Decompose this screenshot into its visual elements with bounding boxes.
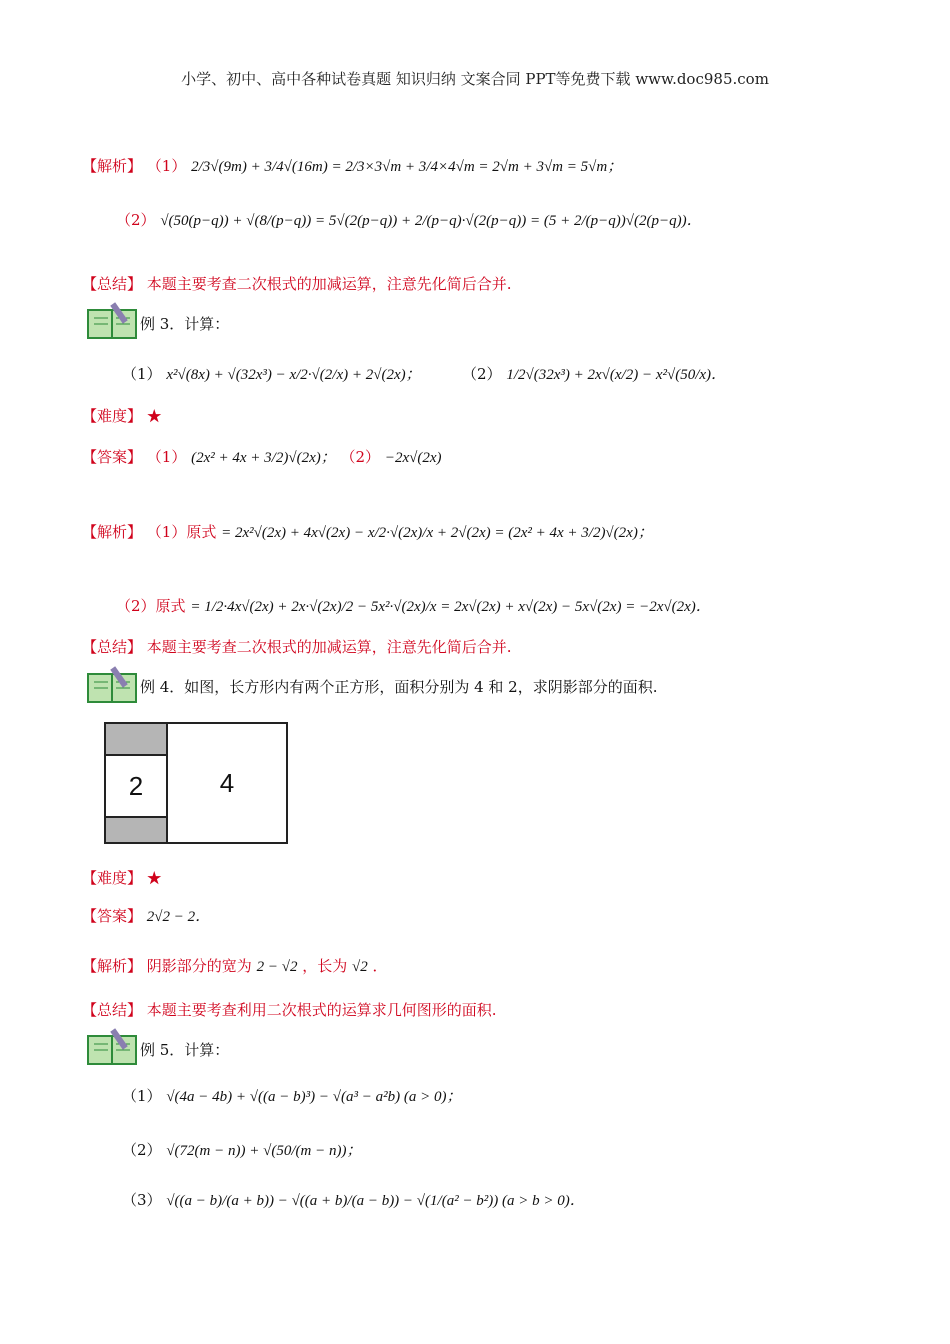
summary-ex3 [82, 637, 512, 657]
jiexi-ex4 [82, 956, 388, 977]
part-label: （2）原式 [116, 597, 186, 615]
big-square-label: 4 [219, 767, 235, 798]
math-expression: = 2x²√(2x) + 4x√(2x) − x/2·√(2x)/x + 2√(2x) = (2x² + 4x + 3/2)√(2x)； [221, 525, 653, 541]
jiexi-text: ． [372, 957, 388, 975]
book-icon [86, 666, 138, 704]
zongjie-tag: 【总结】 [82, 275, 143, 293]
jiexi-ex3-1 [82, 522, 653, 543]
example-4-title: 例 4．如图，长方形内有两个正方形，面积分别为 4 和 2，求阴影部分的面积. [140, 678, 658, 696]
jiexi-tag: 【解析】 [82, 157, 143, 175]
daan-tag: 【答案】 [82, 907, 143, 925]
jiexi-text: ，长为 [302, 957, 348, 975]
part-label: （2） [340, 448, 381, 466]
part-label: （1） [122, 365, 162, 383]
small-square-label: 2 [128, 770, 144, 801]
part-label: （1） [146, 157, 187, 175]
rectangle-diagram [104, 722, 288, 844]
math-expression: 2/3√(9m) + 3/4√(16m) = 2/3×3√m + 3/4×4√m = 2√m + 3√m = 5√m； [191, 159, 623, 175]
jiexi-text: 阴影部分的宽为 [146, 957, 252, 975]
answer-ex4 [82, 906, 210, 927]
summary-ex4 [82, 1000, 497, 1020]
part-label: （1） [146, 448, 187, 466]
star-icon: ★ [146, 407, 162, 425]
math-expression: 2 − √2 [256, 959, 298, 975]
ex3-question-1 [122, 364, 421, 385]
math-expression: x²√(8x) + √(32x³) − x/2·√(2/x) + 2√(2x)； [166, 367, 421, 383]
ex5-question-2 [122, 1140, 361, 1161]
math-expression: −2x√(2x) [384, 450, 442, 466]
zongjie-tag: 【总结】 [82, 638, 143, 656]
part-label: （1）原式 [146, 523, 217, 541]
math-expression: = 1/2·4x√(2x) + 2x·√(2x)/2 − 5x²·√(2x)/x = 2x√(2x) + x√(2x) − 5x√(2x) = −2x√(2x)． [190, 599, 711, 615]
jiexi-line-1 [82, 156, 622, 177]
math-expression: √(50(p−q)) + √(8/(p−q)) = 5√(2(p−q)) + 2/(p−q)·√(2(p−q)) = (5 + 2/(p−q))√(2(p−q))． [160, 213, 702, 229]
big-square [166, 722, 288, 844]
nandu-tag: 【难度】 [82, 869, 143, 887]
summary-text: 本题主要考查二次根式的加减运算，注意先化简后合并. [146, 638, 512, 656]
nandu-tag: 【难度】 [82, 407, 143, 425]
math-expression: √(4a − 4b) + √((a − b)³) − √(a³ − a²b) (a > 0)； [166, 1089, 462, 1105]
summary-text: 本题主要考查利用二次根式的运算求几何图形的面积. [146, 1001, 497, 1019]
example-5-title: 例 5．计算： [140, 1041, 230, 1059]
jiexi-tag: 【解析】 [82, 523, 143, 541]
book-icon [86, 1028, 138, 1066]
jiexi-ex3-2 [116, 596, 711, 617]
math-expression: √((a − b)/(a + b)) − √((a + b)/(a − b)) − √(1/(a² − b²)) (a > b > 0)． [166, 1193, 585, 1209]
jiexi-line-2 [116, 210, 702, 231]
shaded-region-bottom [104, 816, 168, 844]
page-header: 小学、初中、高中各种试卷真题 知识归纳 文案合同 PPT等免费下载 www.doc985.com [181, 70, 769, 88]
math-expression: √2 [352, 959, 368, 975]
math-expression: 1/2√(32x³) + 2x√(x/2) − x²√(50/x)． [506, 367, 727, 383]
math-expression: √(72(m − n)) + √(50/(m − n))； [166, 1143, 362, 1159]
shaded-region-top [104, 722, 168, 756]
summary-text: 本题主要考查二次根式的加减运算，注意先化简后合并. [146, 275, 512, 293]
part-label: （1） [122, 1087, 162, 1105]
math-expression: (2x² + 4x + 3/2)√(2x)； [191, 450, 336, 466]
part-label: （2） [462, 365, 502, 383]
ex5-question-3 [122, 1190, 585, 1211]
ex3-question-2 [462, 364, 726, 385]
summary-ex2 [82, 274, 512, 294]
ex5-question-1 [122, 1086, 461, 1107]
zongjie-tag: 【总结】 [82, 1001, 143, 1019]
jiexi-tag: 【解析】 [82, 957, 143, 975]
part-label: （3） [122, 1191, 162, 1209]
part-label: （2） [116, 211, 156, 229]
example-3-title: 例 3．计算： [140, 315, 230, 333]
small-square [104, 754, 168, 818]
difficulty-ex3 [82, 406, 162, 426]
star-icon: ★ [146, 869, 162, 887]
math-expression: 2√2 − 2． [146, 909, 211, 925]
part-label: （2） [122, 1141, 162, 1159]
book-icon [86, 302, 138, 340]
answer-ex3 [82, 447, 442, 468]
daan-tag: 【答案】 [82, 448, 143, 466]
difficulty-ex4 [82, 868, 162, 888]
